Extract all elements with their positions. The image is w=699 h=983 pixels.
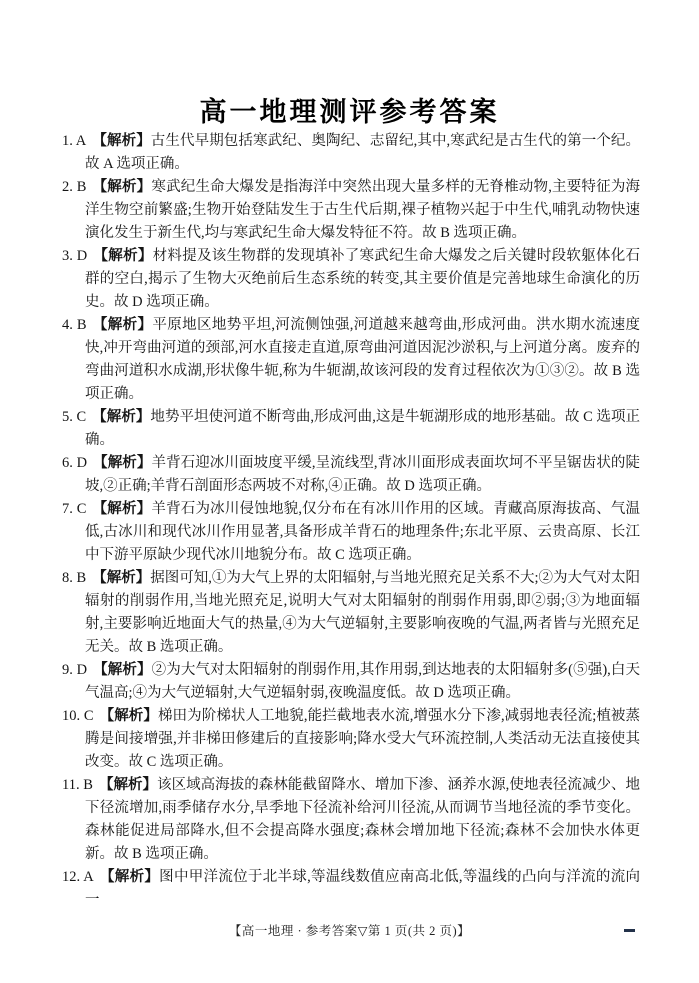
analysis-label: 【解析】 [93, 455, 152, 471]
analysis-label: 【解析】 [92, 409, 151, 425]
answer-item-4 [62, 314, 640, 406]
item-explanation: 该区域高海拔的森林能截留降水、增加下渗、涵养水源,使地表径流减少、地下径流增加,雨季储存水分,旱季地下径流补给河川径流,从而调节当地径流的季节变化。森林能促进局部降水,但不会提高降水强度;森林会增加地下径流;森林不会加快水体更新。故 B 选项正确。 [85, 777, 641, 862]
page-title: 高一地理测评参考答案 [199, 97, 500, 128]
item-number-answer: 4. B [62, 317, 87, 333]
analysis-label: 【解析】 [92, 501, 152, 517]
item-number-answer: 8. B [62, 570, 87, 586]
page-footer: 【高一地理 · 参考答案▽第 1 页(共 2 页)】 [228, 924, 471, 938]
analysis-label: 【解析】 [93, 248, 153, 264]
analysis-label: 【解析】 [92, 570, 151, 586]
item-number-answer: 11. B [62, 777, 93, 793]
answer-item-1 [62, 130, 640, 176]
analysis-label: 【解析】 [92, 317, 153, 333]
item-number-answer: 2. B [62, 179, 87, 195]
item-explanation: 材料提及该生物群的发现填补了寒武纪生命大爆发之后关键时段软躯体化石群的空白,揭示了生物大灭绝前后生态系统的转变,其主要价值是完善地球生命演化的历史。故 D 选项正确。 [85, 248, 640, 310]
item-number-answer: 9. D [62, 662, 88, 678]
item-explanation: 寒武纪生命大爆发是指海洋中突然出现大量多样的无脊椎动物,主要特征为海洋生物空前繁盛;生物开始登陆发生于古生代后期,裸子植物兴起于中生代,哺乳动物快速演化发生于新生代,均与寒武纪生命大爆发特征不符。故 B 选项正确。 [85, 179, 641, 241]
item-explanation: ②为大气对太阳辐射的削弱作用,其作用弱,到达地表的太阳辐射多(⑤强),白天气温高;④为大气逆辐射,大气逆辐射弱,夜晚温度低。故 D 选项正确。 [85, 662, 640, 701]
item-explanation: 羊背石为冰川侵蚀地貌,仅分布在有冰川作用的区域。青藏高原海拔高、气温低,古冰川和现代冰川作用显著,具备形成羊背石的地理条件;东北平原、云贵高原、长江中下游平原缺少现代冰川地貌分布。故 C 选项正确。 [85, 501, 641, 563]
item-number-answer: 10. C [62, 708, 94, 724]
answer-item-12 [62, 866, 640, 912]
scan-artifact-mark [624, 929, 635, 932]
item-number-answer: 5. C [62, 409, 87, 425]
analysis-label: 【解析】 [93, 662, 152, 678]
answer-item-2 [62, 176, 640, 245]
answer-item-3 [62, 245, 640, 314]
item-explanation: 据图可知,①为大气上界的太阳辐射,与当地光照充足关系不大;②为大气对太阳辐射的削弱作用,当地光照充足,说明大气对太阳辐射的削弱作用弱,即②弱;③为地面辐射,主要影响近地面大气的热量,④为大气逆辐射,主要影响夜晚的气温,两者皆与光照充足无关。故 B 选项正确。 [85, 570, 641, 655]
item-number-answer: 12. A [62, 869, 94, 885]
answer-item-9 [62, 659, 640, 705]
analysis-label: 【解析】 [98, 777, 158, 793]
answer-item-11 [62, 774, 640, 866]
item-number-answer: 1. A [62, 133, 87, 149]
answer-item-5 [62, 406, 640, 452]
analysis-label: 【解析】 [99, 869, 160, 885]
item-number-answer: 3. D [62, 248, 88, 264]
item-explanation: 古生代早期包括寒武纪、奥陶纪、志留纪,其中,寒武纪是古生代的第一个纪。故 A 选项正确。 [85, 133, 641, 172]
answer-item-6 [62, 452, 640, 498]
analysis-label: 【解析】 [99, 708, 158, 724]
item-explanation: 平原地区地势平坦,河流侧蚀强,河道越来越弯曲,形成河曲。洪水期水流速度快,冲开弯曲河道的颈部,河水直接走直道,原弯曲河道因泥沙淤积,与上河道分离。废弃的弯曲河道积水成湖,形状像牛轭,称为牛轭湖,故该河段的发育过程依次为①③②。故 B 选项正确。 [85, 317, 641, 402]
item-number-answer: 6. D [62, 455, 88, 471]
analysis-label: 【解析】 [92, 179, 152, 195]
answer-item-8 [62, 567, 640, 659]
item-number-answer: 7. C [62, 501, 87, 517]
answer-item-7 [62, 498, 640, 567]
answers-list [62, 130, 640, 912]
item-explanation: 梯田为阶梯状人工地貌,能拦截地表水流,增强水分下渗,减弱地表径流;植被蒸腾是间接增强,并非梯田修建后的直接影响;降水受大气环流控制,人类活动无法直接使其改变。故 C 选项正确。 [85, 708, 641, 770]
item-explanation: 羊背石迎冰川面坡度平缓,呈流线型,背冰川面形成表面坎坷不平呈锯齿状的陡坡,②正确;羊背石剖面形态两坡不对称,④正确。故 D 选项正确。 [85, 455, 641, 494]
item-explanation: 图中甲洋流位于北半球,等温线数值应南高北低,等温线的凸向与洋流的流向一 [85, 869, 641, 908]
item-explanation: 地势平坦使河道不断弯曲,形成河曲,这是牛轭湖形成的地形基础。故 C 选项正确。 [85, 409, 641, 448]
analysis-label: 【解析】 [92, 133, 151, 149]
answer-item-10 [62, 705, 640, 774]
